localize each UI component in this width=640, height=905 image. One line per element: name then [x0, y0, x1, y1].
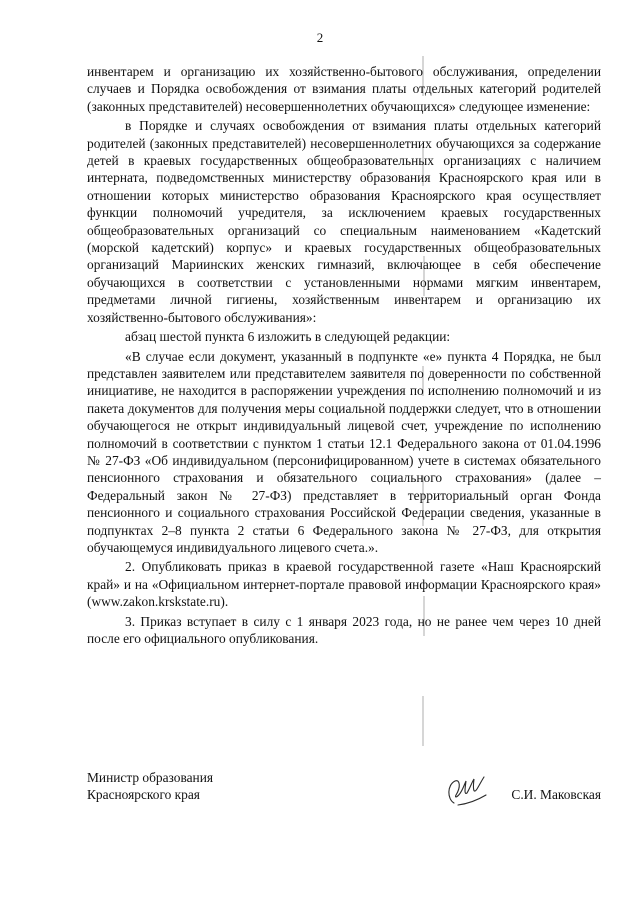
- handwritten-signature: [444, 773, 490, 807]
- page-number: 2: [316, 30, 324, 45]
- paragraph-item-2-publication: 2. Опубликовать приказ в краевой государственной газете «Наш Красноярский край» и на «Официальном интернет-портале правовой информации Красноярского края» (www.zakon.krskstate.ru).: [87, 559, 601, 610]
- paragraph-new-wording: «В случае если документ, указанный в подпункте «е» пункта 4 Порядка, не был представлен заявителем или представителем заявителя по доверенности по собственной инициативе, не находится в распоряжении учреждения по исполнению полномочий и из пакета документов для получения меры социальной поддержки следует, что в отношении обучающегося не открыт индивидуальный лицевой счет, учреждение по исполнению полномочий в соответствии с пунктом 1 статьи 12.1 Федерального закона от 01.04.1996 № 27-ФЗ «Об индивидуальном (персонифицированном) учете в системах обязательного пенсионного страхования и обязательного социального страхования» (далее – Федеральный закон № 27-ФЗ) представляет в территориальный орган Фонда пенсионного и социального страхования Российской Федерации сведения, указанные в подпунктах 2–8 пункта 2 статьи 6 Федерального закона № 27-ФЗ, для открытия обучающемуся индивидуального лицевого счета.».: [87, 348, 601, 555]
- signatory-position-line-2: Красноярского края: [87, 787, 200, 803]
- paragraph-item-3-effective-date: 3. Приказ вступает в силу с 1 января 2023 года, но не ранее чем через 10 дней после его официального опубликования.: [87, 613, 601, 646]
- paragraph-intro-continuation: инвентарем и организацию их хозяйственно-бытового обслуживания, определении случаев и Порядка освобождения от взимания платы отдельных категорий родителей (законных представителей) несовершеннолетних обучающихся» следующее изменение:: [87, 64, 601, 114]
- signatory-name: С.И. Маковская: [511, 787, 601, 802]
- signature-block: [87, 769, 601, 809]
- signatory-position-line-1: Министр образования: [87, 770, 214, 785]
- paragraph-amended-title: в Порядке и случаях освобождения от взимания платы отдельных категорий родителей (законных представителей) несовершеннолетних обучающихся за содержание детей в краевых государственных общеобразовательных организациях с наличием интерната, подведомственных министерству образования Красноярского края или в отношении которых министерство образования Красноярского края осуществляет функции полномочий учредителя, за исключением краевых государственных общеобразовательных организаций со специальным наименованием «Кадетский (морской кадетский) корпус» и краевых государственных общеобразовательных организаций Мариинских женских гимназий, включающее в себя обеспечение обучающихся в соответствии с установленными нормами мягким инвентарем, предметами личной гигиены, хозяйственным инвентарем и организацию их хозяйственно-бытового обслуживания»:: [87, 118, 601, 325]
- paragraph-amendment-instruction: абзац шестой пункта 6 изложить в следующей редакции:: [125, 329, 451, 345]
- document-body: [87, 63, 601, 649]
- signatory-position: [87, 769, 213, 804]
